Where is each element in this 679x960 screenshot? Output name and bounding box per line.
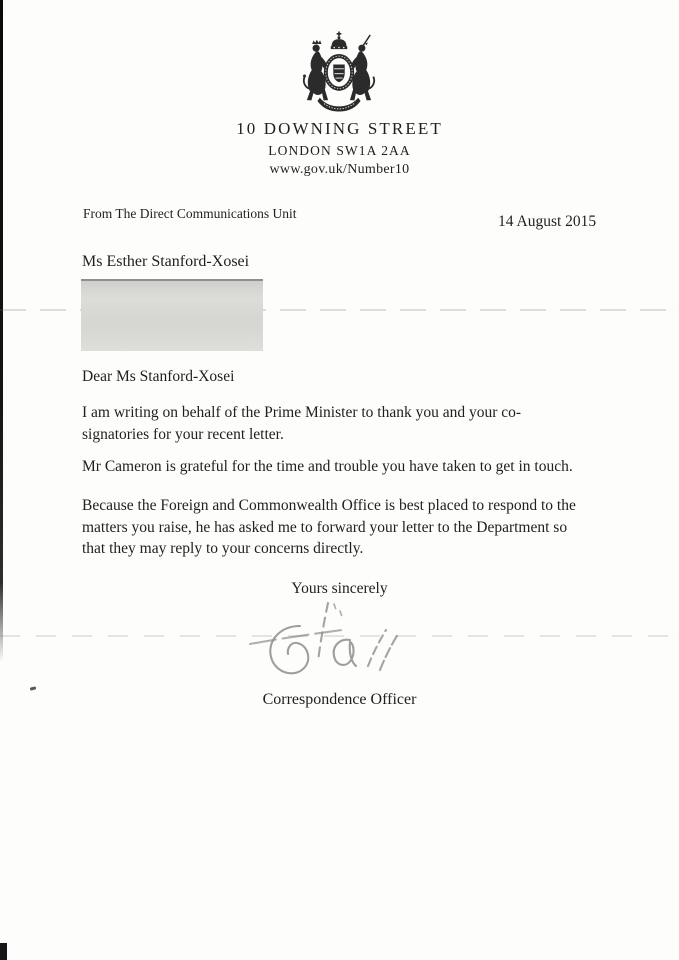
paragraph-line: Mr Cameron is grateful for the time and trouble you have taken to get in touch. bbox=[82, 458, 573, 475]
signer-title: Correspondence Officer bbox=[262, 691, 417, 708]
salutation: Dear Ms Stanford-Xosei bbox=[82, 368, 235, 385]
royal-coat-of-arms-icon bbox=[295, 29, 383, 121]
from-line: From The Direct Communications Unit bbox=[83, 206, 297, 221]
letter-date: 14 August 2015 bbox=[498, 213, 597, 230]
scan-corner-artifact bbox=[0, 943, 7, 960]
paragraph-1 bbox=[82, 402, 521, 445]
paragraph-3 bbox=[82, 495, 576, 560]
paragraph-line: I am writing on behalf of the Prime Minister to thank you and your co- bbox=[82, 404, 522, 421]
scan-left-edge-artifact bbox=[0, 0, 3, 662]
letterhead-city-postcode: LONDON SW1A 2AA bbox=[268, 143, 411, 158]
letterhead-address: 10 DOWNING STREET bbox=[236, 119, 443, 138]
paragraph-line: signatories for your recent letter. bbox=[82, 425, 284, 443]
handwritten-signature-icon bbox=[238, 596, 400, 692]
paper-fold-line-lower bbox=[0, 635, 679, 637]
paragraph-2 bbox=[82, 456, 573, 478]
paragraph-line: matters you raise, he has asked me to forward your letter to the Department so bbox=[82, 518, 568, 536]
closing-phrase: Yours sincerely bbox=[291, 580, 388, 597]
letterhead-website: www.gov.uk/Number10 bbox=[269, 162, 410, 177]
recipient-name: Ms Esther Stanford-Xosei bbox=[82, 253, 250, 270]
paragraph-line: that they may reply to your concerns directly. bbox=[82, 540, 364, 558]
redacted-address-block bbox=[81, 279, 263, 351]
paragraph-line: Because the Foreign and Commonwealth Office is best placed to respond to the bbox=[82, 497, 576, 514]
